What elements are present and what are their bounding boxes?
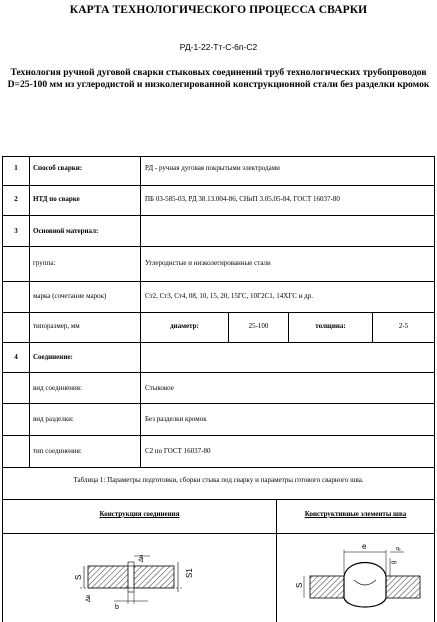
weld-elements-drawing	[292, 534, 432, 622]
row-number-1: 1	[14, 164, 18, 172]
weld-elements-heading: Конструктивные элементы шва	[304, 510, 407, 518]
joint-kind-label: вид соединения:	[33, 384, 82, 392]
joint-design-heading: Конструкция соединения	[99, 510, 180, 518]
row-number-2: 2	[14, 195, 18, 203]
dim-b-label: b	[115, 604, 119, 611]
welding-method-value: РД - ручная дуговая покрытыми электродами	[145, 164, 280, 172]
joint-type-value: С2 по ГОСТ 16037-80	[145, 447, 211, 455]
welding-method-label: Способ сварки:	[33, 164, 83, 172]
typesize-label: типоразмер, мм	[33, 322, 80, 330]
dim-s-label: S	[74, 574, 83, 580]
ntd-value: ПБ 03-585-03, РД 38.13.004-86, СНиП 3.05.05-84, ГОСТ 16037-80	[145, 195, 340, 203]
dim-e-label: e	[362, 542, 367, 551]
joint-kind-value: Стыковое	[145, 384, 174, 392]
dim-g-label: g	[391, 560, 397, 564]
dim-q-label: q₁	[396, 546, 401, 552]
edge-prep-value: Без разделки кромок	[145, 415, 207, 423]
diameter-label: диаметр:	[170, 322, 199, 330]
document-title: КАРТА ТЕХНОЛОГИЧЕСКОГО ПРОЦЕССА СВАРКИ	[69, 4, 368, 16]
joint-label: Соединение:	[33, 353, 73, 361]
ntd-label: НТД по сварке	[33, 195, 80, 203]
dim-s1-label: S1	[185, 568, 194, 578]
document-code: РД-1-22-Тт-С-6п-С2	[179, 42, 258, 52]
grade-label: марка (сочетание марок)	[33, 292, 107, 300]
group-label: группа:	[33, 259, 56, 267]
dim-delta-h-label: Δн	[139, 554, 145, 562]
dim-s-label-right: S	[295, 582, 304, 588]
thickness-label: толщина:	[315, 322, 346, 330]
base-material-label: Основной материал:	[33, 227, 99, 235]
group-value: Углеродистые и низколегированные стали	[145, 259, 271, 267]
document-subtitle: Технология ручной дуговой сварки стыковых соединений труб технологических трубопроводов D=25-100 мм из углеродистой и низколегированной конструкционной стали без разделки кромок	[7, 67, 430, 90]
edge-prep-label: вид разделки:	[33, 415, 74, 423]
thickness-value: 2-5	[398, 322, 409, 330]
joint-type-label: тип соединения:	[33, 447, 82, 455]
table-caption: Таблица 1: Параметры подготовки, сборки стыка под сварку и параметры готового сварного шва.	[73, 476, 364, 484]
joint-design-drawing	[60, 540, 210, 622]
dim-delta-b-label: Δв	[86, 594, 92, 602]
diameter-value: 25-100	[248, 322, 269, 330]
row-number-4: 4	[14, 353, 18, 361]
row-number-3: 3	[14, 227, 18, 235]
grade-value: Ст2, Ст3, Ст4, 08, 10, 15, 20, 15ГС, 10Г2С1, 14ХГС и др.	[145, 292, 313, 300]
